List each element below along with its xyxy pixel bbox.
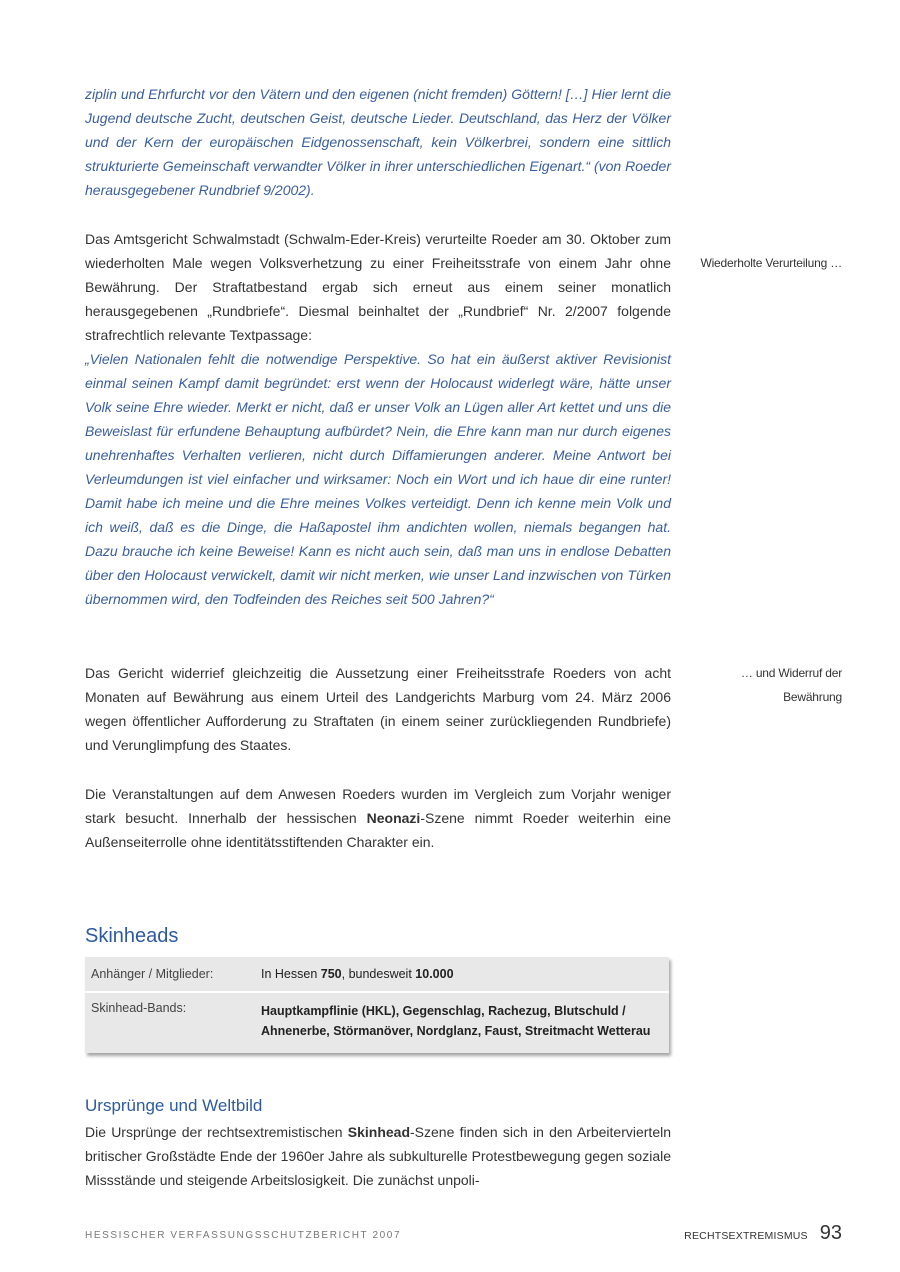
section-title-skinheads: Skinheads <box>85 925 179 947</box>
members-prefix: In Hessen <box>261 967 321 981</box>
footer-section-name: RECHTSEXTREMISMUS <box>684 1230 808 1242</box>
bands-value: Hauptkampflinie (HKL), Gegenschlag, Rachezug, Blutschuld / Ahnenerbe, Störmanöver, Nordglanz, Faust, Streitmacht Wetterau <box>261 1004 651 1038</box>
members-hessen-count: 750 <box>320 967 342 981</box>
footer-report-title: HESSISCHER VERFASSUNGSSCHUTZBERICHT 2007 <box>85 1230 402 1241</box>
info-row-members <box>85 957 669 991</box>
paragraph-revocation: Das Gericht widerrief gleichzeitig die Aussetzung einer Freiheitsstrafe Roeders von acht Monaten auf Bewährung aus einem Urteil des Landgerichts Marburg vom 24. März 2006 wegen öffentlicher Aufforderung zu Straftaten (in einem seiner zurückliegenden Rundbriefe) und Verunglimpfung des Staates. <box>85 665 671 753</box>
members-middle: , bundesweit <box>341 967 416 981</box>
members-label: Anhänger / Mitglieder: <box>91 967 214 981</box>
skinheads-info-box <box>85 957 669 1053</box>
events-text-after: -Szene nimmt Roeder weiterhin eine Außenseiterrolle ohne identitätsstiftenden Charakter ein. <box>85 810 671 850</box>
neonazi-term: Neonazi <box>366 810 421 826</box>
subsection-title-origins: Ursprünge und Weltbild <box>85 1096 263 1115</box>
quote-rundbrief-9-2002: ziplin und Ehrfurcht vor den Vätern und den eigenen (nicht fremden) Göttern! […] Hier lernt die Jugend deutsche Zucht, deutschen Geist, deutsche Lieder. Deutschland, das Herz der Völker und der Kern der europäischen Eidgenossenschaft, kein Völkerbrei, sondern eine sittlich strukturierte Gemeinschaft verwandter Völker in ihrer unterschiedlichen Eigenart.“ (von Roeder herausgegebener Rundbrief 9/2002). <box>85 86 671 198</box>
skinhead-term: Skinhead <box>347 1124 411 1140</box>
paragraph-origins <box>85 1120 671 1192</box>
members-value <box>261 964 663 984</box>
quote-rundbrief-2-2007: „Vielen Nationalen fehlt die notwendige Perspektive. So hat ein äußerst aktiver Revisionist einmal seinen Kampf damit begründet: erst wenn der Holocaust widerlegt wäre, hätte unser Volk seine Ehre wieder. Merkt er nicht, daß er unser Volk an Lügen aller Art kettet und uns die Beweislast für erfundene Behauptung aufbürdet? Nein, die Ehre kann man nur durch eigenes unehrenhaftes Verhalten verlieren, nicht durch Diffamierungen anderer. Meine Antwort bei Verleumdungen ist viel einfacher und wirksamer: Noch ein Wort und ich haue dir eine runter! Damit habe ich meine und die Ehre meines Volkes verteidigt. Denn ich kenne mein Volk und ich weiß, daß es die Dinge, die Haßapostel ihm andichten wollen, niemals begangen hat. Dazu brauche ich keine Beweise! Kann es nicht auch sein, daß man uns in endlose Debatten über den Holocaust verwickelt, damit wir nicht merken, wie unser Land inzwischen von Türken übernommen wird, den Todfeinden des Reiches seit 500 Jahren?“ <box>85 351 671 607</box>
info-row-bands <box>85 991 669 1053</box>
origins-text-before: Die Ursprünge der rechtsextremistischen <box>85 1124 348 1140</box>
events-text-before: Die Veranstaltungen auf dem Anwesen Roeders wurden im Vergleich zum Vorjahr weniger stark besucht. Innerhalb der hessischen <box>85 786 671 826</box>
bands-label: Skinhead-Bands: <box>91 1001 187 1015</box>
side-note-revocation: … und Widerruf der Bewährung <box>740 666 842 704</box>
side-note-repeated-conviction: Wiederholte Verurteilung … <box>700 256 842 270</box>
paragraph-events <box>85 782 671 854</box>
page-number: 93 <box>819 1222 842 1244</box>
origins-text-after: -Szene finden sich in den Arbeitervierteln britischer Großstädte Ende der 1960er Jahre als subkulturelle Protestbewegung gegen soziale Missstände und steigende Arbeitslosigkeit. Die zunächst unpoli- <box>85 1124 672 1188</box>
footer-right <box>684 1222 842 1245</box>
members-bund-count: 10.000 <box>415 967 454 981</box>
paragraph-conviction: Das Amtsgericht Schwalmstadt (Schwalm-Eder-Kreis) verurteilte Roeder am 30. Oktober zum wiederholten Male wegen Volksverhetzung zu einer Freiheitsstrafe von einem Jahr ohne Bewährung. Der Straftatbestand ergab sich erneut aus einem seiner monatlich herausgegebenen „Rundbriefe“. Diesmal beinhaltet der „Rundbrief“ Nr. 2/2007 folgende strafrechtlich relevante Textpassage: <box>85 231 671 343</box>
